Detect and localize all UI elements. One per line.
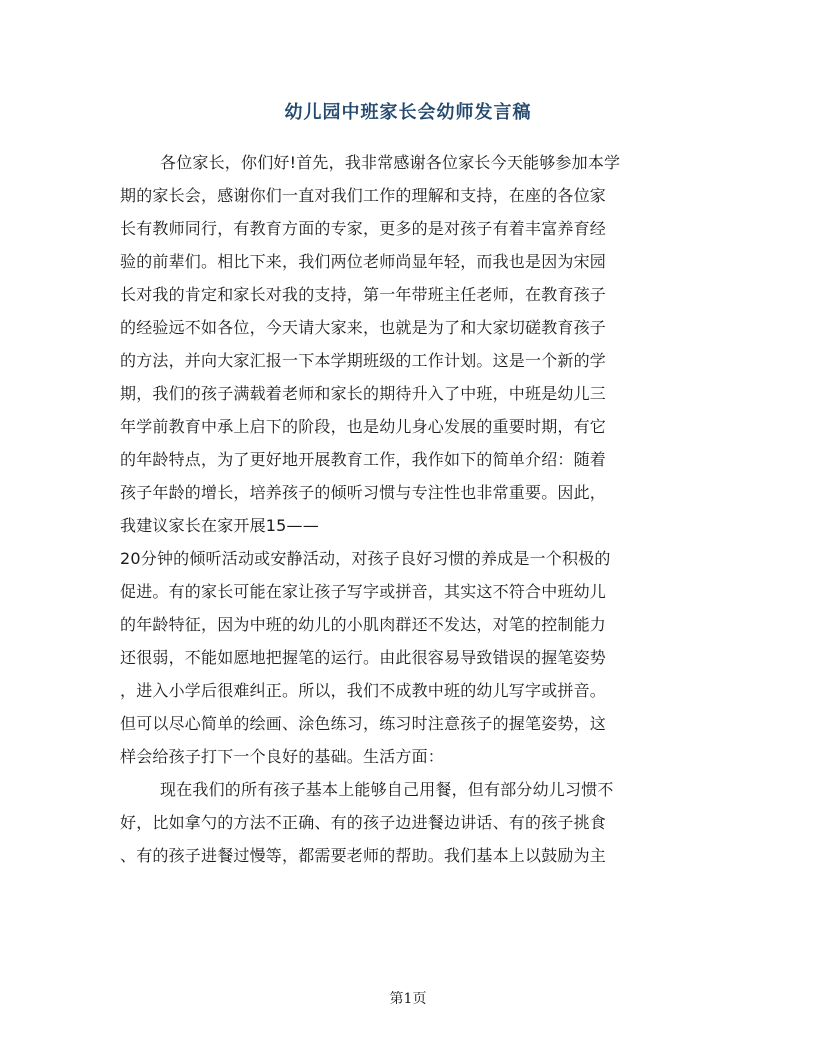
paragraph-line: 还很弱，不能如愿地把握笔的运行。由此很容易导致错误的握笔姿势 <box>120 648 607 667</box>
paragraph-line: 期，我们的孩子满载着老师和家长的期待升入了中班，中班是幼儿三 <box>120 384 607 403</box>
paragraph-line: 长对我的肯定和家长对我的支持，第一年带班主任老师，在教育孩子 <box>120 285 607 304</box>
paragraph-line: 年学前教育中承上启下的阶段，也是幼儿身心发展的重要时期，有它 <box>120 417 607 436</box>
paragraph-line: 现在我们的所有孩子基本上能够自己用餐，但有部分幼儿习惯不 <box>160 780 614 799</box>
paragraph-line: 验的前辈们。相比下来，我们两位老师尚显年轻，而我也是因为宋园 <box>120 252 607 271</box>
paragraph-line: 但可以尽心简单的绘画、涂色练习，练习时注意孩子的握笔姿势，这 <box>120 714 607 733</box>
paragraph-line: 20分钟的倾听活动或安静活动，对孩子良好习惯的养成是一个积极的 <box>120 549 611 568</box>
paragraph-line: ，进入小学后很难纠正。所以，我们不成教中班的幼儿写字或拼音。 <box>120 681 607 700</box>
document-title: 幼儿园中班家长会幼师发言稿 <box>284 102 532 123</box>
paragraph-line: 的经验远不如各位，今天请大家来，也就是为了和大家切磋教育孩子 <box>120 318 607 337</box>
page-number: 第1页 <box>389 991 427 1007</box>
paragraph-line: 样会给孩子打下一个良好的基础。生活方面： <box>120 747 445 766</box>
paragraph-line: 、有的孩子进餐过慢等，都需要老师的帮助。我们基本上以鼓励为主 <box>120 846 607 865</box>
paragraph-line: 孩子年龄的增长，培养孩子的倾听习惯与专注性也非常重要。因此， <box>120 483 607 502</box>
paragraph-line: 长有教师同行，有教育方面的专家，更多的是对孩子有着丰富养育经 <box>120 219 607 238</box>
paragraph-line: 各位家长，你们好!首先，我非常感谢各位家长今天能够参加本学 <box>160 153 621 172</box>
paragraph-line: 我建议家长在家开展15—— <box>120 516 319 535</box>
paragraph-line: 期的家长会，感谢你们一直对我们工作的理解和支持，在座的各位家 <box>120 186 607 205</box>
paragraph-line: 促进。有的家长可能在家让孩子写字或拼音，其实这不符合中班幼儿 <box>120 582 607 601</box>
paragraph-line: 的方法，并向大家汇报一下本学期班级的工作计划。这是一个新的学 <box>120 351 607 370</box>
paragraph-line: 的年龄特点，为了更好地开展教育工作，我作如下的简单介绍：随着 <box>120 450 607 469</box>
paragraph-line: 好，比如拿勺的方法不正确、有的孩子边进餐边讲话、有的孩子挑食 <box>120 813 607 832</box>
paragraph-line: 的年龄特征，因为中班的幼儿的小肌肉群还不发达，对笔的控制能力 <box>120 615 607 634</box>
